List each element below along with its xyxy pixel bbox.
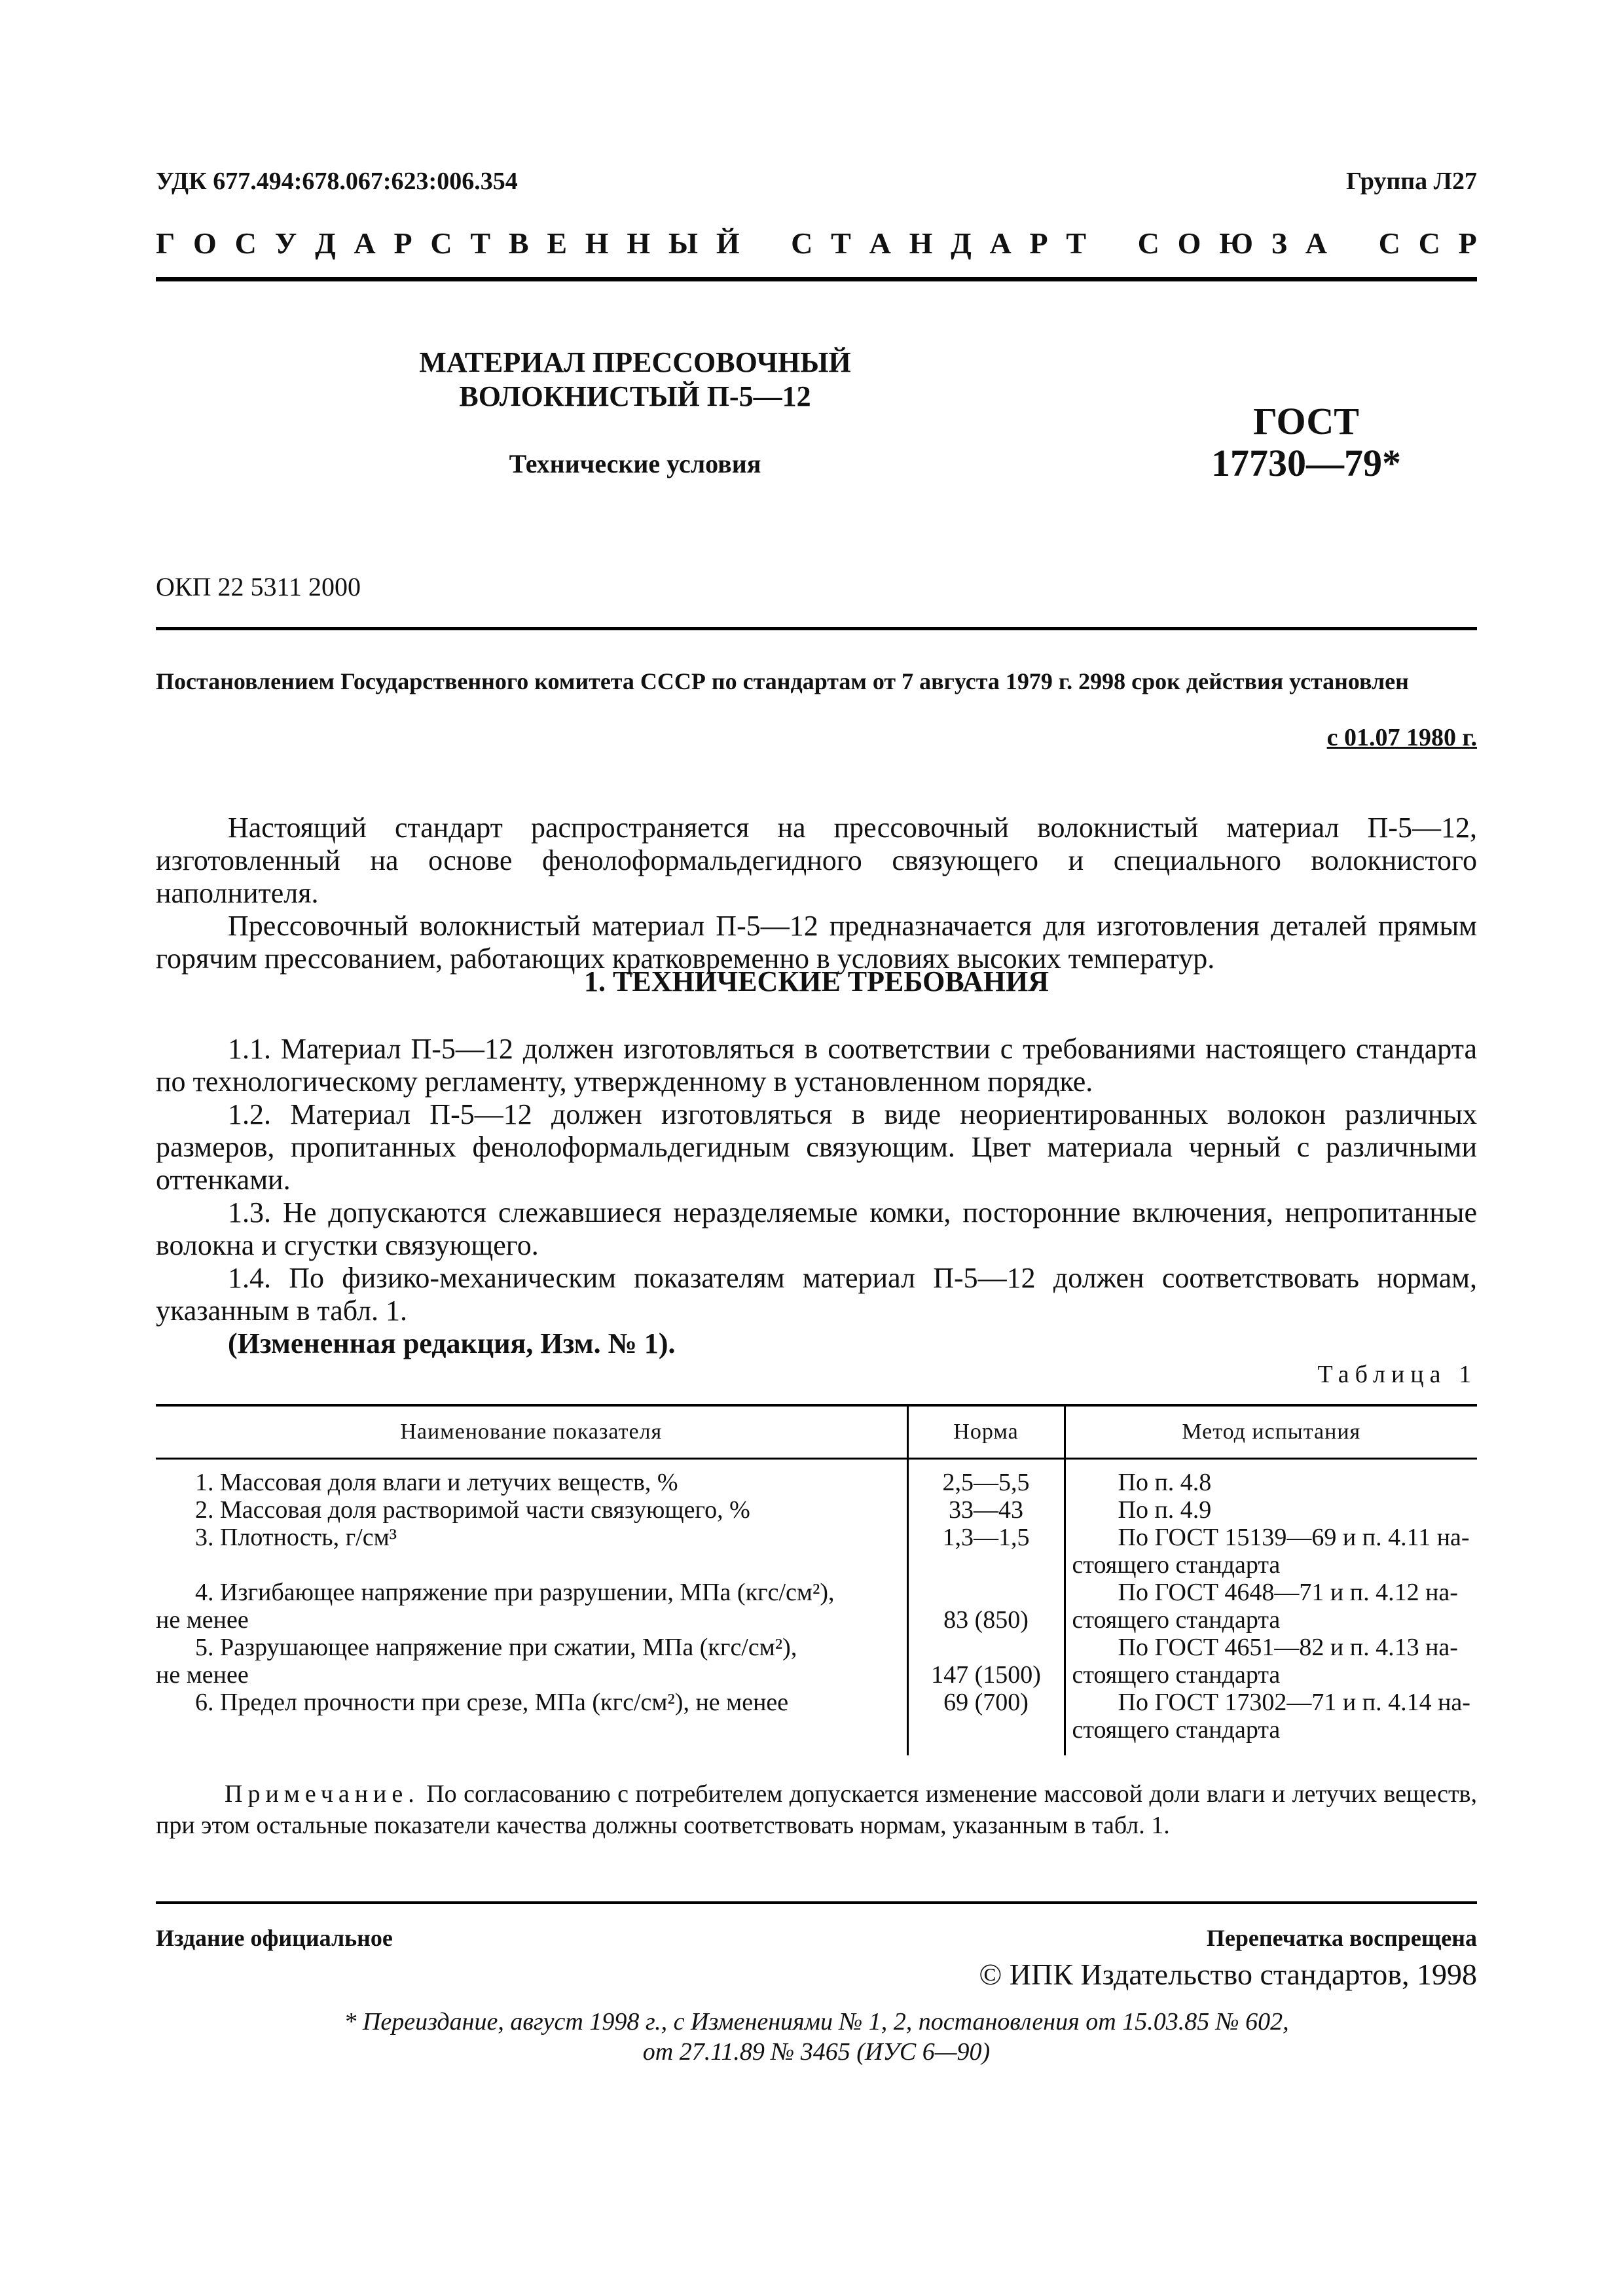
- row-indicator: [156, 1579, 907, 1634]
- table-row: [156, 1634, 1477, 1689]
- indicator-name: 2. Массовая доля растворимой части связующего, %: [195, 1496, 750, 1524]
- state-standard-letter: А: [1305, 226, 1328, 260]
- intro-paragraph-1: Настоящий стандарт распространяется на прессовочный волокнистый материал П-5—12, изготовленный на основе фенолоформальдегидного связующего и специального волокнистого наполнителя.: [156, 812, 1477, 909]
- row-indicator: [156, 1524, 907, 1579]
- clause-1-2: 1.2. Материал П-5—12 должен изготовляться в виде неориентированных волокон различных размеров, пропитанных фенолоформальдегидным связующим. Цвет материала черный с различными оттенками.: [156, 1098, 1477, 1196]
- table-row: [156, 1524, 1477, 1579]
- decree-text: Постановлением Государственного комитета СССР по стандартам от 7 августа 1979 г. 2998 срок действия установлен: [156, 668, 1409, 694]
- reissue-line-1: * Переиздание, август 1998 г., с Изменениями № 1, 2, постановления от 15.03.85 № 602,: [344, 2008, 1289, 2036]
- method-text-continued: стоящего стандарта: [1072, 1551, 1281, 1579]
- intro-section: [156, 812, 1477, 975]
- method-text: По ГОСТ 17302—71 и п. 4.14 на-: [1118, 1689, 1470, 1716]
- state-standard-letter: Ы: [668, 226, 699, 260]
- row-indicator: [156, 1459, 907, 1497]
- reissue-info: [156, 2007, 1477, 2067]
- state-standard-letter: О: [1177, 226, 1201, 260]
- method-text-continued: стоящего стандарта: [1072, 1716, 1281, 1744]
- state-standard-letter: [1104, 226, 1120, 260]
- table-1: [156, 1404, 1477, 1755]
- official-edition: Издание официальное: [156, 1925, 393, 1951]
- state-standard-letter: О: [193, 226, 217, 260]
- method-text: По п. 4.8: [1118, 1469, 1212, 1496]
- clause-1-4: 1.4. По физико-механическим показателям материал П-5—12 должен соответствовать нормам, указанным в табл. 1.: [156, 1262, 1477, 1327]
- indicator-name: 4. Изгибающее напряжение при разрушении, МПа (кгс/см²),: [195, 1579, 835, 1606]
- gost-number: 17730—79*: [1211, 442, 1401, 484]
- table-row: [156, 1459, 1477, 1497]
- row-indicator: [156, 1689, 907, 1755]
- state-standard-letter: В: [508, 226, 529, 260]
- okp-code: ОКП 22 5311 2000: [156, 572, 361, 601]
- row-method: [1065, 1524, 1477, 1579]
- method-text: По ГОСТ 4651—82 и п. 4.13 на-: [1118, 1634, 1458, 1661]
- indicator-name-continued: не менее: [156, 1606, 249, 1634]
- section-1-body: [156, 1033, 1477, 1360]
- method-text: По п. 4.9: [1118, 1496, 1212, 1524]
- note-text: По согласованию с потребителем допускается изменение массовой доли влаги и летучих веществ, при этом остальные показатели качества должны соответствовать нормам, указанным в табл. 1.: [156, 1780, 1477, 1839]
- row-indicator: [156, 1496, 907, 1524]
- state-standard-letter: Р: [1029, 226, 1048, 260]
- state-standard-letter: [1345, 226, 1360, 260]
- gost-label: ГОСТ: [1253, 400, 1359, 442]
- row-norm: [907, 1496, 1065, 1524]
- state-standard-letter: [757, 226, 773, 260]
- norm-value: 1,3—1,5: [942, 1524, 1030, 1551]
- state-standard-letter: Р: [393, 226, 412, 260]
- title-line-2: ВОЛОКНИСТЫЙ П-5—12: [459, 380, 811, 412]
- intro-paragraph-2: Прессовочный волокнистый материал П-5—12 предназначается для изготовления деталей прямым горячим прессованием, работающих кратковременно в условиях высоких температур.: [156, 910, 1477, 975]
- state-standard-letter: А: [989, 226, 1012, 260]
- row-method: [1065, 1634, 1477, 1689]
- method-text: По ГОСТ 4648—71 и п. 4.12 на-: [1118, 1579, 1458, 1606]
- state-standard-letter: Г: [156, 226, 175, 260]
- row-norm: [907, 1689, 1065, 1755]
- row-indicator: [156, 1634, 907, 1689]
- document-title: [354, 346, 917, 414]
- indicator-name: 6. Предел прочности при срезе, МПа (кгс/см²), не менее: [195, 1689, 789, 1716]
- state-standard-letter: С: [1418, 226, 1440, 260]
- effective-date: с 01.07 1980 г.: [1326, 724, 1477, 751]
- clause-1-3: 1.3. Не допускаются слежавшиеся неразделяемые комки, посторонние включения, непропитанные волокна и сгустки связующего.: [156, 1196, 1477, 1261]
- norm-value: 2,5—5,5: [942, 1469, 1030, 1496]
- state-standard-letter: З: [1271, 226, 1288, 260]
- state-standard-letter: Т: [831, 226, 851, 260]
- header-indicator: Наименование показателя: [156, 1405, 907, 1459]
- state-standard-letter: Д: [315, 226, 336, 260]
- state-standard-letter: У: [274, 226, 297, 260]
- state-standard-letter: Т: [470, 226, 491, 260]
- reprint-prohibited: Перепечатка воспрещена: [1206, 1925, 1477, 1951]
- table-note: [156, 1778, 1477, 1841]
- header-rule: [156, 277, 1477, 281]
- title-line-1: МАТЕРИАЛ ПРЕССОВОЧНЫЙ: [419, 346, 851, 378]
- reissue-line-2: от 27.11.89 № 3465 (ИУС 6—90): [642, 2038, 991, 2066]
- state-standard-letter: Н: [627, 226, 651, 260]
- group-code: Группа Л27: [1345, 168, 1477, 195]
- table-caption: Таблица 1: [1317, 1361, 1477, 1388]
- state-standard-letter: А: [869, 226, 891, 260]
- method-text-continued: стоящего стандарта: [1072, 1606, 1281, 1634]
- state-standard-letter: С: [1137, 226, 1159, 260]
- state-standard-letter: Й: [716, 226, 740, 260]
- state-standard-letter: Т: [1066, 226, 1087, 260]
- note-label: Примечание.: [225, 1780, 420, 1808]
- state-standard-letter: Е: [547, 226, 568, 260]
- table-header-row: [156, 1405, 1477, 1459]
- norm-value: 83 (850): [943, 1606, 1029, 1634]
- footer-rule: [156, 1901, 1477, 1904]
- udk-code: УДК 677.494:678.067:623:006.354: [156, 168, 518, 195]
- method-text-continued: стоящего стандарта: [1072, 1661, 1281, 1689]
- state-standard-letter: С: [234, 226, 257, 260]
- state-standard-letter: С: [791, 226, 813, 260]
- indicator-name-continued: не менее: [156, 1661, 249, 1689]
- section-1-heading: 1. ТЕХНИЧЕСКИЕ ТРЕБОВАНИЯ: [584, 965, 1049, 997]
- row-method: [1065, 1689, 1477, 1755]
- state-standard-heading: [156, 226, 1477, 260]
- row-method: [1065, 1579, 1477, 1634]
- header-method: Метод испытания: [1065, 1405, 1477, 1459]
- state-standard-letter: С: [430, 226, 452, 260]
- norm-value: 69 (700): [943, 1689, 1029, 1716]
- header-norm: Норма: [907, 1405, 1065, 1459]
- row-norm: [907, 1524, 1065, 1579]
- indicator-name: 5. Разрушающее напряжение при сжатии, МПа (кгс/см²),: [195, 1634, 797, 1661]
- state-standard-letter: Ю: [1219, 226, 1253, 260]
- gost-designation: [1165, 401, 1447, 484]
- table-row: [156, 1579, 1477, 1634]
- table-body: [156, 1459, 1477, 1756]
- row-method: [1065, 1459, 1477, 1497]
- state-standard-letter: Д: [951, 226, 972, 260]
- state-standard-letter: Р: [1458, 226, 1477, 260]
- indicator-name: 1. Массовая доля влаги и летучих веществ, %: [195, 1469, 678, 1496]
- indicator-name: 3. Плотность, г/см³: [195, 1524, 397, 1551]
- row-method: [1065, 1496, 1477, 1524]
- state-standard-letter: Н: [909, 226, 933, 260]
- norm-value: 147 (1500): [931, 1661, 1041, 1689]
- amendment-note: (Измененная редакция, Изм. № 1).: [228, 1327, 676, 1359]
- row-norm: [907, 1634, 1065, 1689]
- row-norm: [907, 1579, 1065, 1634]
- state-standard-letter: С: [1378, 226, 1400, 260]
- norm-value: 33—43: [949, 1496, 1023, 1524]
- state-standard-letter: А: [354, 226, 376, 260]
- document-subtitle: Технические условия: [509, 449, 761, 478]
- copyright: © ИПК Издательство стандартов, 1998: [979, 1958, 1477, 1991]
- row-norm: [907, 1459, 1065, 1497]
- method-text: По ГОСТ 15139—69 и п. 4.11 на-: [1118, 1524, 1470, 1551]
- table-row: [156, 1496, 1477, 1524]
- okp-rule: [156, 627, 1477, 630]
- clause-1-1: 1.1. Материал П-5—12 должен изготовляться в соответствии с требованиями настоящего стандарта по технологическому регламенту, утвержденному в установленном порядке.: [156, 1033, 1477, 1098]
- table-row: [156, 1689, 1477, 1755]
- state-standard-letter: Н: [585, 226, 609, 260]
